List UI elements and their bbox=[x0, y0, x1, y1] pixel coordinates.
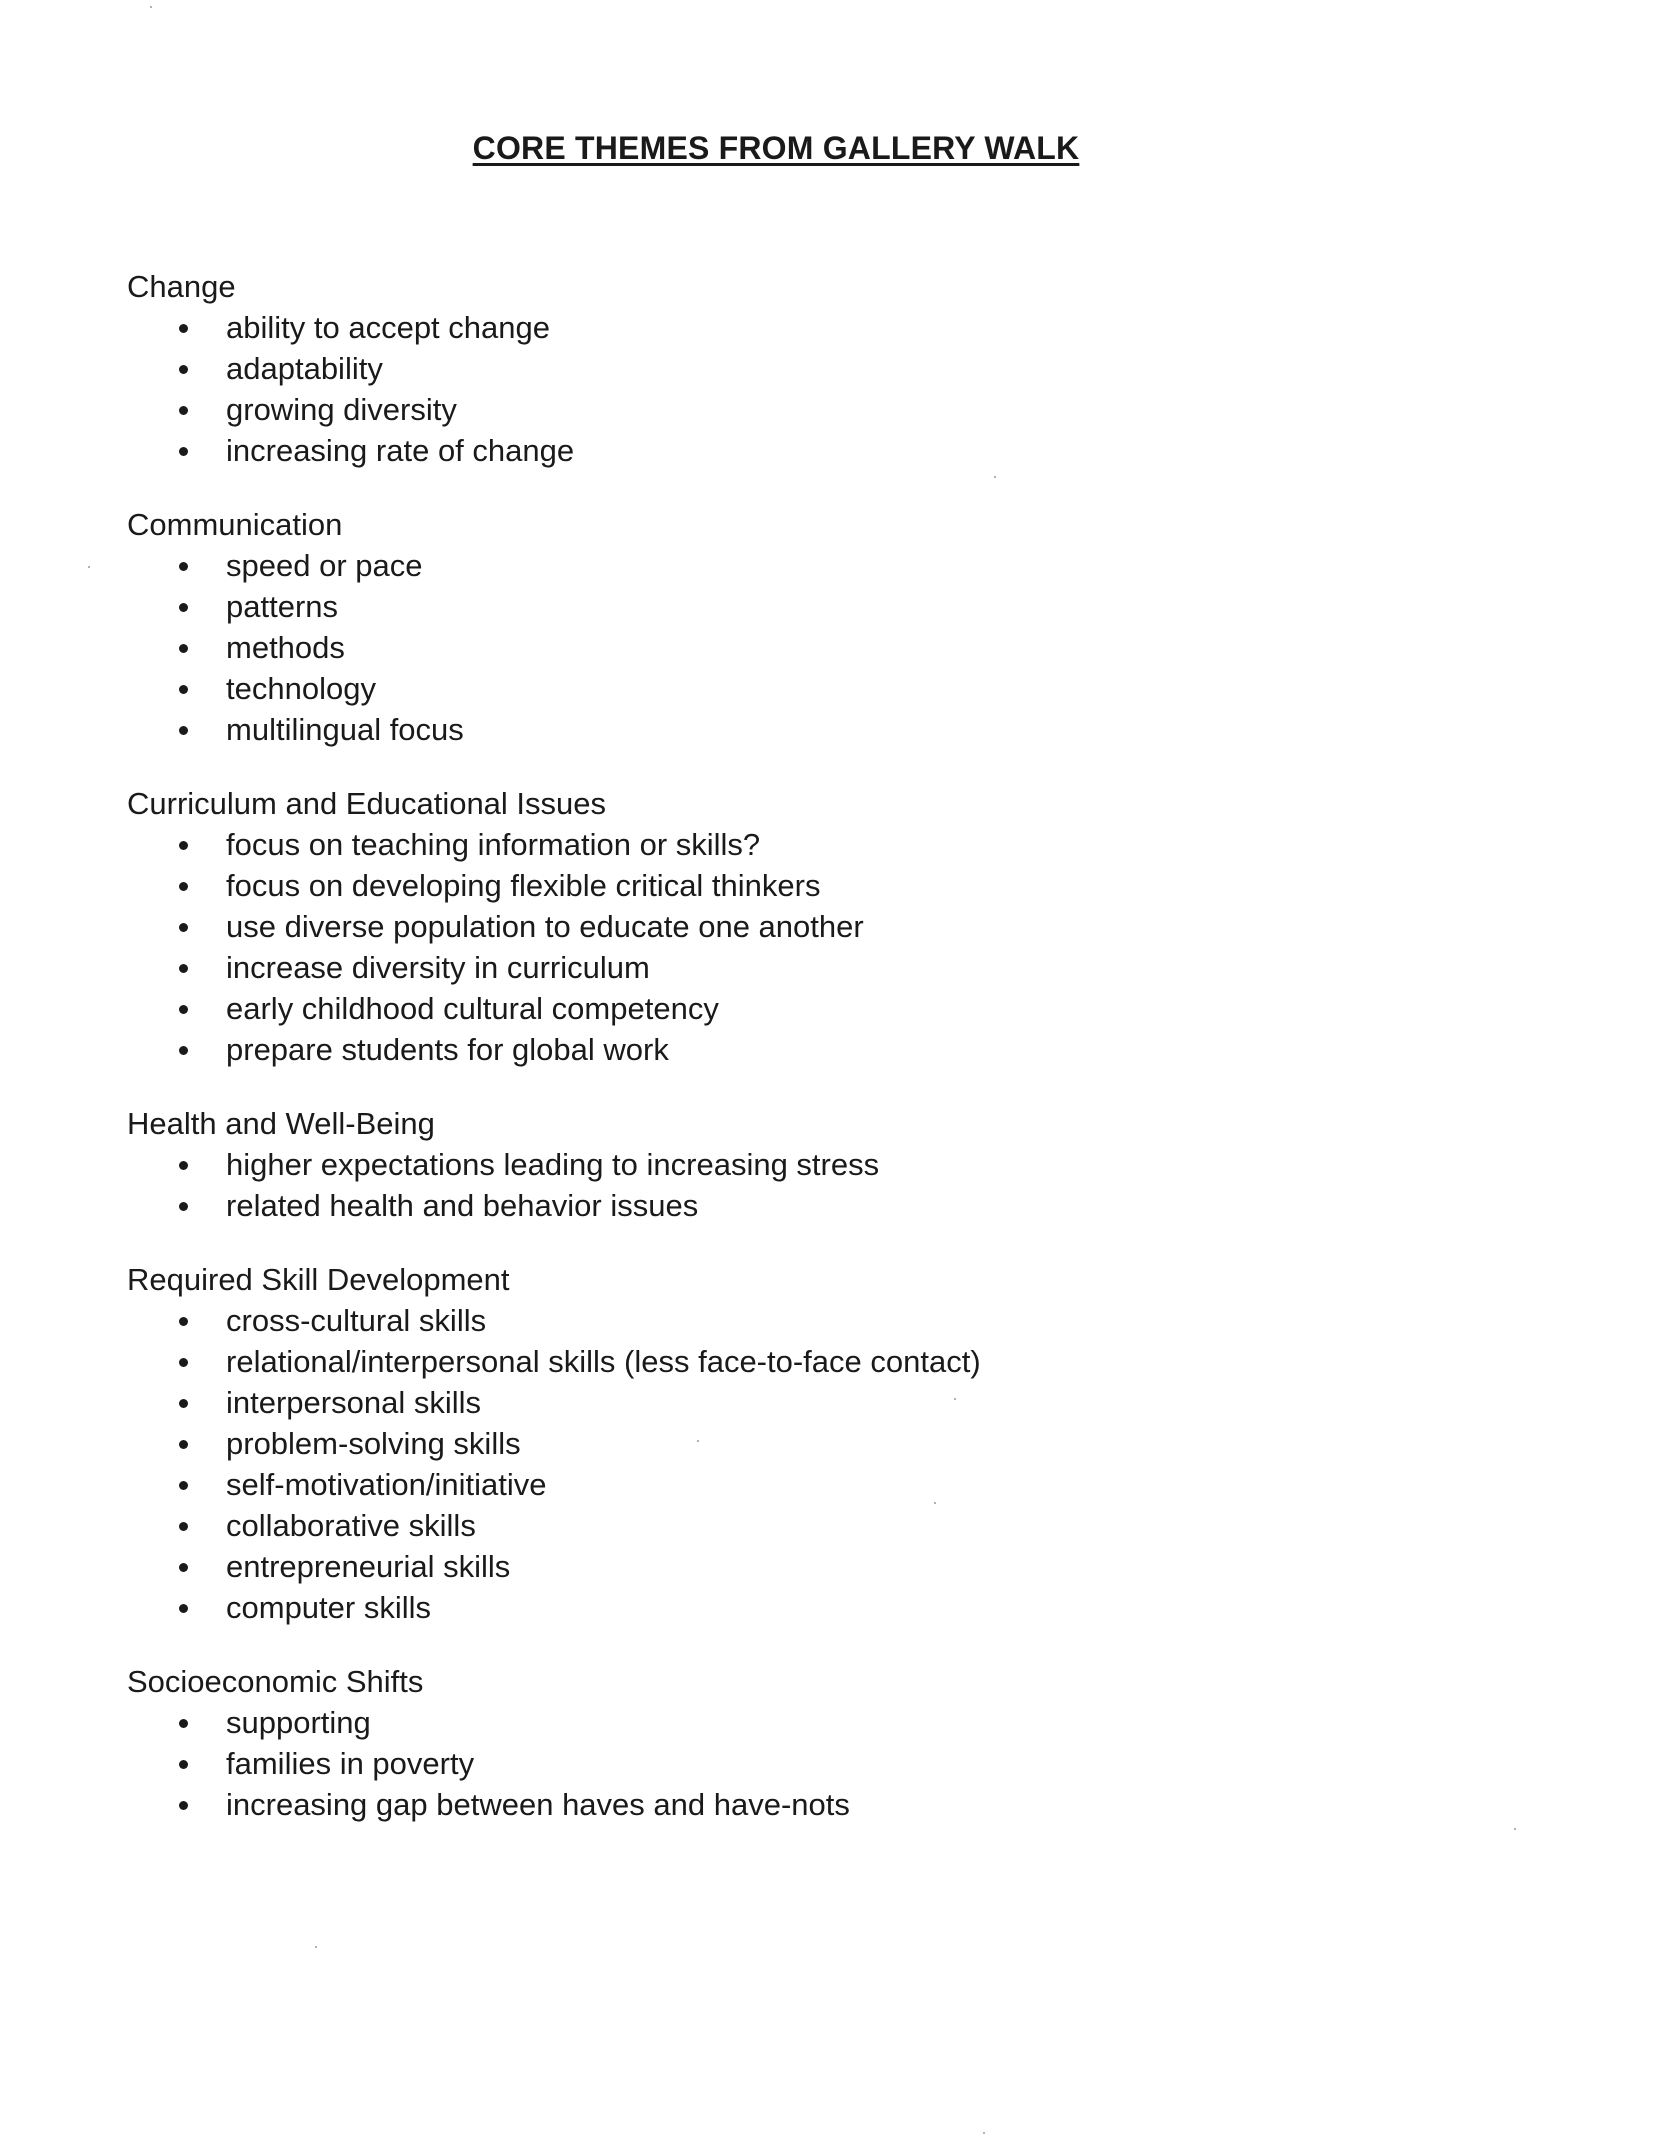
list-item bbox=[127, 824, 1527, 865]
theme-section bbox=[127, 1661, 1527, 1825]
scan-speck bbox=[315, 1946, 317, 1948]
list-item bbox=[127, 865, 1527, 906]
bullet-icon bbox=[179, 1719, 188, 1728]
bullet-icon bbox=[179, 1317, 188, 1326]
bullet-icon bbox=[179, 685, 188, 694]
list-item-text: related health and behavior issues bbox=[226, 1188, 699, 1223]
scan-speck bbox=[983, 2132, 985, 2134]
list-item-text: prepare students for global work bbox=[226, 1032, 669, 1067]
section-heading: Change bbox=[127, 269, 236, 304]
bullet-icon bbox=[179, 1604, 188, 1613]
bullet-icon bbox=[179, 882, 188, 891]
list-item bbox=[127, 1464, 1527, 1505]
list-item bbox=[127, 1382, 1527, 1423]
bullet-list bbox=[127, 307, 1527, 471]
bullet-icon bbox=[179, 447, 188, 456]
list-item-text: supporting bbox=[226, 1705, 371, 1740]
list-item-text: relational/interpersonal skills (less face-to-face contact) bbox=[226, 1344, 981, 1379]
list-item-text: growing diversity bbox=[226, 392, 457, 427]
list-item-text: interpersonal skills bbox=[226, 1385, 481, 1420]
bullet-list bbox=[127, 1702, 1527, 1825]
bullet-icon bbox=[179, 1522, 188, 1531]
bullet-icon bbox=[179, 964, 188, 973]
bullet-icon bbox=[179, 603, 188, 612]
list-item bbox=[127, 709, 1527, 750]
list-item-text: ability to accept change bbox=[226, 310, 550, 345]
list-item bbox=[127, 348, 1527, 389]
list-item bbox=[127, 1423, 1527, 1464]
theme-section bbox=[127, 783, 1527, 1070]
list-item bbox=[127, 1029, 1527, 1070]
list-item bbox=[127, 988, 1527, 1029]
list-item bbox=[127, 1505, 1527, 1546]
list-item bbox=[127, 1702, 1527, 1743]
list-item-text: computer skills bbox=[226, 1590, 431, 1625]
list-item-text: increasing rate of change bbox=[226, 433, 575, 468]
list-item bbox=[127, 1784, 1527, 1825]
list-item-text: increasing gap between haves and have-nots bbox=[226, 1787, 850, 1822]
list-item-text: early childhood cultural competency bbox=[226, 991, 719, 1026]
list-item bbox=[127, 1144, 1527, 1185]
bullet-icon bbox=[179, 1399, 188, 1408]
list-item bbox=[127, 627, 1527, 668]
list-item-text: entrepreneurial skills bbox=[226, 1549, 511, 1584]
bullet-icon bbox=[179, 1440, 188, 1449]
bullet-icon bbox=[179, 1481, 188, 1490]
bullet-icon bbox=[179, 1046, 188, 1055]
list-item bbox=[127, 668, 1527, 709]
list-item bbox=[127, 389, 1527, 430]
list-item-text: adaptability bbox=[226, 351, 383, 386]
page-title: CORE THEMES FROM GALLERY WALK bbox=[472, 130, 1080, 166]
bullet-list bbox=[127, 1144, 1527, 1226]
scan-speck bbox=[954, 1398, 956, 1400]
bullet-list bbox=[127, 1300, 1527, 1628]
bullet-icon bbox=[179, 1161, 188, 1170]
list-item bbox=[127, 906, 1527, 947]
section-heading: Required Skill Development bbox=[127, 1262, 510, 1297]
list-item-text: families in poverty bbox=[226, 1746, 475, 1781]
section-heading: Health and Well-Being bbox=[127, 1106, 435, 1141]
bullet-icon bbox=[179, 1005, 188, 1014]
list-item-text: multilingual focus bbox=[226, 712, 464, 747]
scan-speck bbox=[697, 1440, 699, 1442]
scan-speck bbox=[994, 476, 996, 478]
bullet-icon bbox=[179, 406, 188, 415]
bullet-icon bbox=[179, 841, 188, 850]
list-item-text: higher expectations leading to increasing stress bbox=[226, 1147, 880, 1182]
list-item-text: problem-solving skills bbox=[226, 1426, 521, 1461]
bullet-icon bbox=[179, 644, 188, 653]
list-item-text: use diverse population to educate one another bbox=[226, 909, 864, 944]
list-item-text: methods bbox=[226, 630, 345, 665]
list-item bbox=[127, 1743, 1527, 1784]
list-item bbox=[127, 1341, 1527, 1382]
theme-section bbox=[127, 1103, 1527, 1226]
theme-section bbox=[127, 266, 1527, 471]
list-item-text: focus on developing flexible critical thinkers bbox=[226, 868, 821, 903]
bullet-icon bbox=[179, 923, 188, 932]
list-item-text: technology bbox=[226, 671, 376, 706]
themes-list bbox=[127, 266, 1527, 1858]
list-item bbox=[127, 1587, 1527, 1628]
scan-speck bbox=[1514, 1828, 1516, 1830]
bullet-icon bbox=[179, 562, 188, 571]
list-item bbox=[127, 1300, 1527, 1341]
bullet-icon bbox=[179, 1801, 188, 1810]
list-item bbox=[127, 307, 1527, 348]
scan-speck bbox=[88, 566, 90, 568]
bullet-icon bbox=[179, 324, 188, 333]
list-item-text: focus on teaching information or skills? bbox=[226, 827, 761, 862]
scan-speck bbox=[934, 1502, 936, 1504]
list-item-text: increase diversity in curriculum bbox=[226, 950, 650, 985]
bullet-list bbox=[127, 824, 1527, 1070]
list-item bbox=[127, 586, 1527, 627]
list-item bbox=[127, 545, 1527, 586]
section-heading: Curriculum and Educational Issues bbox=[127, 786, 607, 821]
theme-section bbox=[127, 1259, 1527, 1628]
list-item-text: collaborative skills bbox=[226, 1508, 476, 1543]
scan-speck bbox=[150, 6, 152, 8]
bullet-icon bbox=[179, 1760, 188, 1769]
bullet-list bbox=[127, 545, 1527, 750]
bullet-icon bbox=[179, 1563, 188, 1572]
list-item bbox=[127, 430, 1527, 471]
list-item-text: speed or pace bbox=[226, 548, 423, 583]
list-item bbox=[127, 1546, 1527, 1587]
bullet-icon bbox=[179, 365, 188, 374]
list-item bbox=[127, 1185, 1527, 1226]
section-heading: Socioeconomic Shifts bbox=[127, 1664, 424, 1699]
section-heading: Communication bbox=[127, 507, 343, 542]
list-item bbox=[127, 947, 1527, 988]
bullet-icon bbox=[179, 1358, 188, 1367]
list-item-text: patterns bbox=[226, 589, 339, 624]
list-item-text: cross-cultural skills bbox=[226, 1303, 487, 1338]
bullet-icon bbox=[179, 1202, 188, 1211]
list-item-text: self-motivation/initiative bbox=[226, 1467, 547, 1502]
bullet-icon bbox=[179, 726, 188, 735]
theme-section bbox=[127, 504, 1527, 750]
